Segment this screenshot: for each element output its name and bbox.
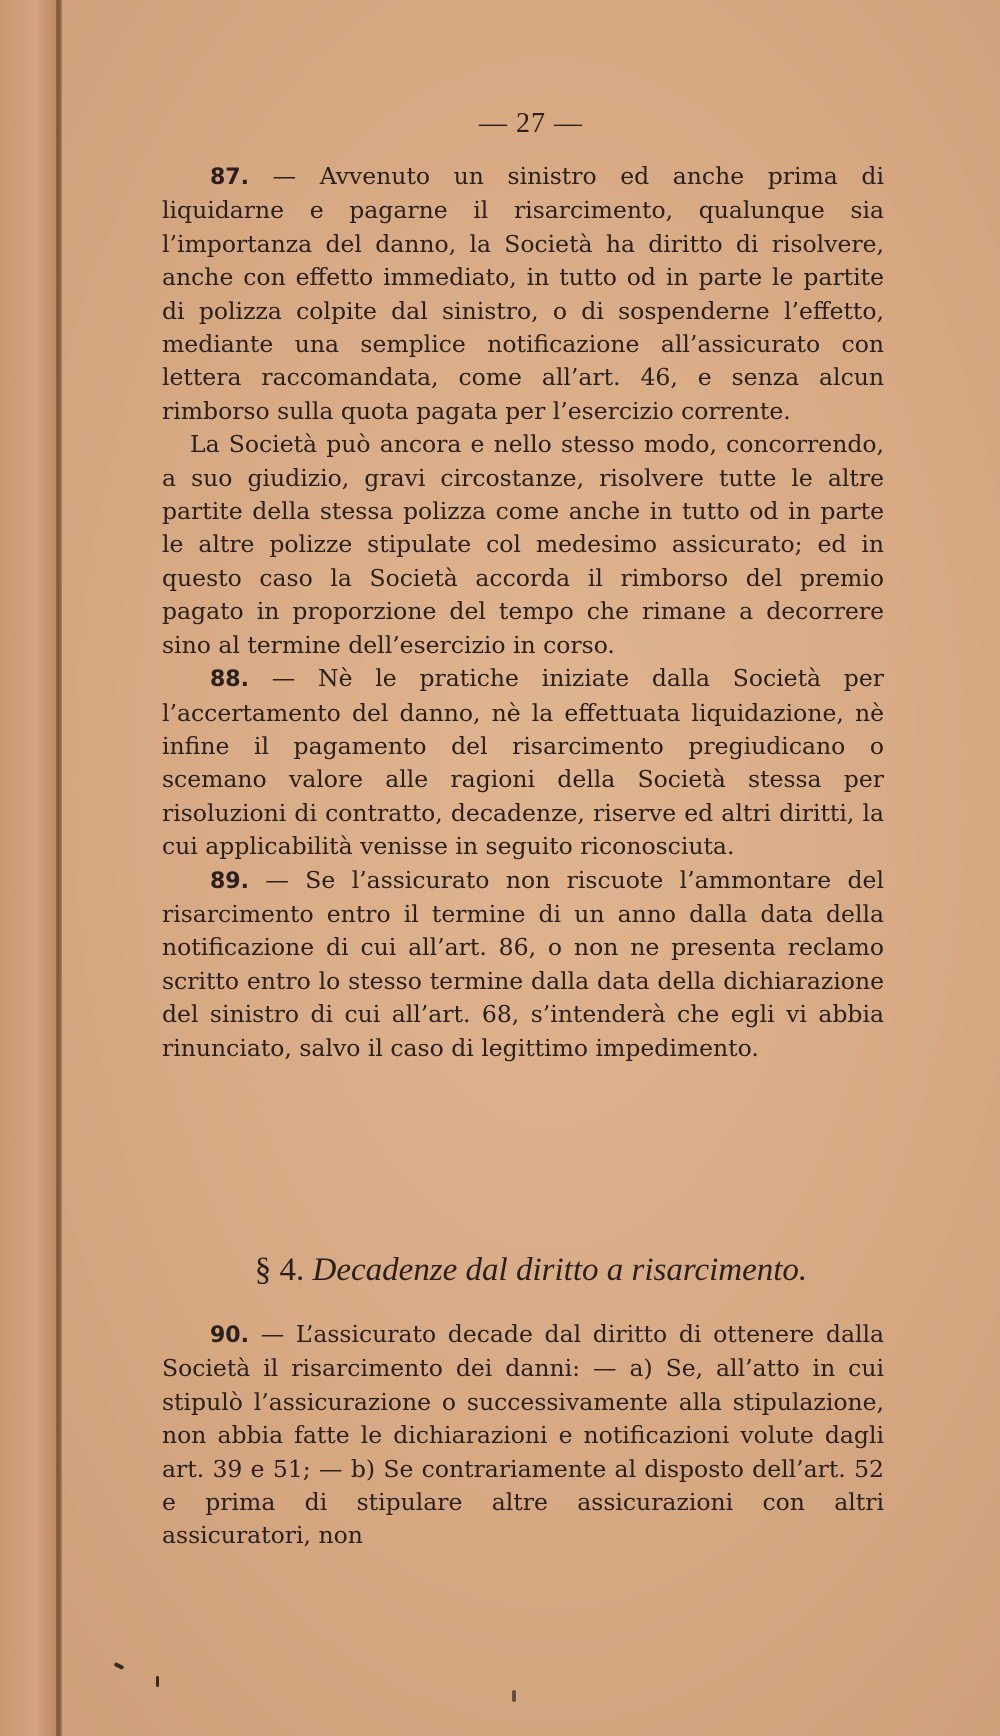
article-text: — L’assicurato decade dal diritto di ottenere dalla Società il risarcimento dei danni: — a) Se, all’atto in cui stipulò l’assicurazione o successivamente alla stipulazione, non abbia fatte le dichiarazioni e notificazioni volute dagli art. 39 e 51; — b) Se contrariamente al disposto dell’art. 52 e prima di stipulare altre assicurazioni con altri assicuratori, non <box>162 1320 884 1550</box>
section-heading <box>62 1252 1000 1289</box>
article-number: 90. <box>210 1323 249 1348</box>
article-text: — Avvenuto un sinistro ed anche prima di liquidarne e pagarne il risarcimento, qualunque sia l’importanza del danno, la Società ha diritto di risolvere, anche con effetto immediato, in tutto od in parte le partite di polizza colpite dal sinistro, o di sospenderne l’effetto, mediante una semplice notificazione all’assicurato con lettera raccomandata, come all’art. 46, e senza alcun rimborso sulla quota pagata per l’esercizio corrente. <box>162 162 884 425</box>
document-page <box>62 0 1000 1736</box>
article-88-paragraph <box>162 662 884 863</box>
article-87-paragraph-2: La Società può ancora e nello stesso modo, concorrendo, a suo giudizio, gravi circostanze, risolvere tutte le altre partite della stessa polizza come anche in tutto od in parte le altre polizze stipulate col medesimo assicurato; ed in questo caso la Società accorda il rimborso del premio pagato in proporzione del tempo che rimane a decorrere sino al termine dell’esercizio in corso. <box>162 430 884 659</box>
article-87-paragraph <box>162 160 884 428</box>
article-number: 88. <box>210 667 249 693</box>
article-90-paragraph <box>162 1318 884 1553</box>
article-90 <box>162 1318 884 1553</box>
page-number: — 27 — <box>479 108 583 139</box>
article-number: 87. <box>210 165 249 190</box>
ink-speck <box>114 1662 125 1670</box>
article-number: 89. <box>210 868 249 894</box>
facing-page-edge <box>0 0 58 1736</box>
section-title: Decadenze dal diritto a risarcimento. <box>312 1252 808 1288</box>
articles-87-89 <box>162 160 884 1065</box>
article-text: — Nè le pratiche iniziate dalla Società per l’accertamento del danno, nè la effettuata liquidazione, nè infine il pagamento del risarcimento pregiudicano o scemano valore alle ragioni della Società stessa per risoluzioni di contratto, decadenze, riserve ed altri diritti, la cui applicabilità venisse in seguito riconosciuta. <box>162 664 884 861</box>
article-text: — Se l’assicurato non riscuote l’ammontare del risarcimento entro il termine di un anno dalla data della notificazione di cui all’art. 86, o non ne presenta reclamo scritto entro lo stesso termine dalla data della dichiarazione del sinistro di cui all’art. 68, s’intenderà che egli vi abbia rinunciato, salvo il caso di legittimo impedimento. <box>162 865 884 1062</box>
ink-speck <box>156 1676 159 1687</box>
section-number: § 4. <box>254 1252 305 1288</box>
ink-speck <box>512 1690 516 1702</box>
article-89-paragraph <box>162 864 884 1065</box>
